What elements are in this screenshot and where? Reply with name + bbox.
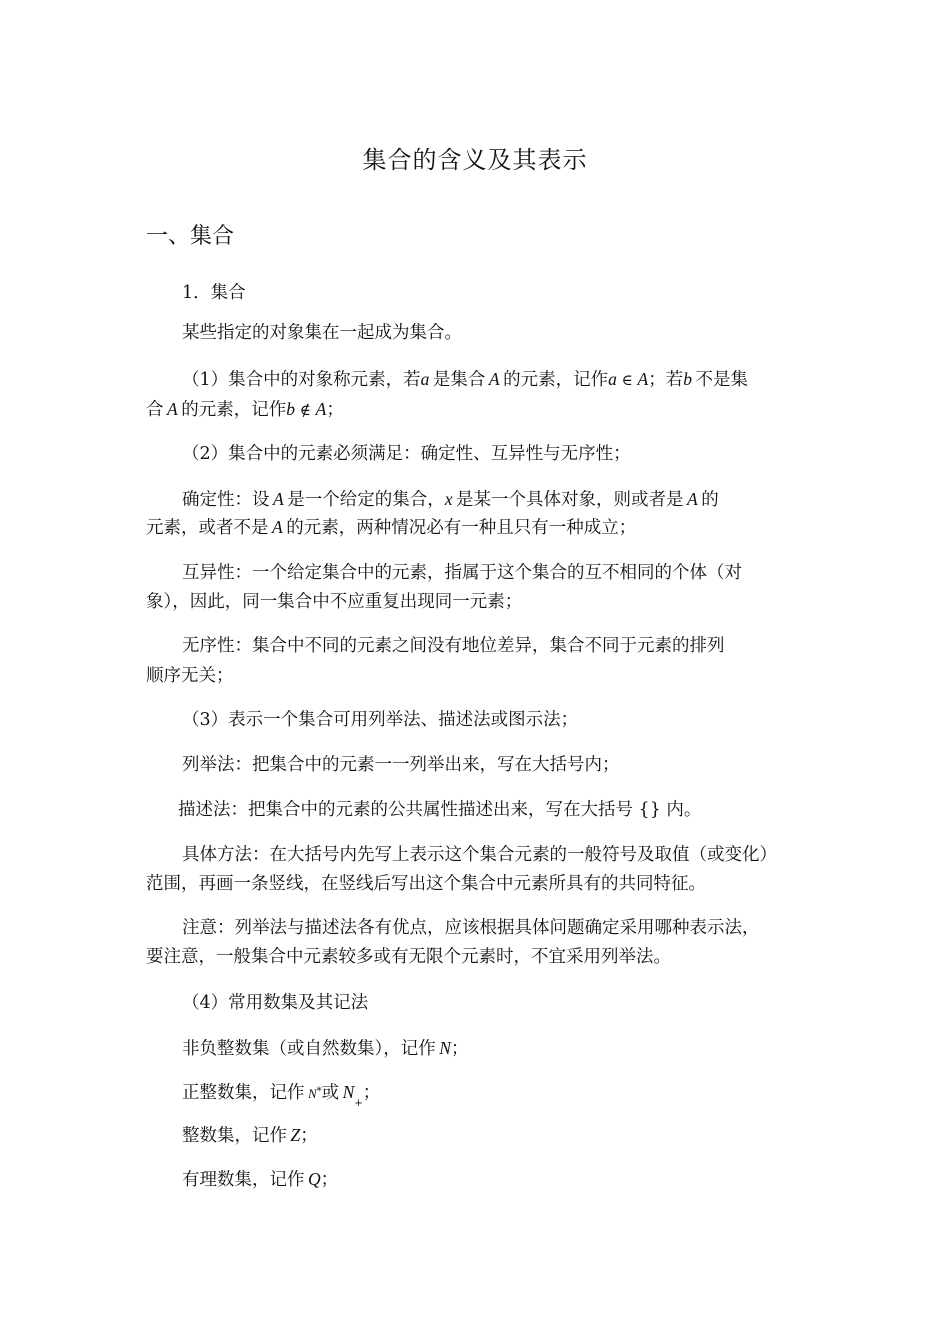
determinacy-line-1: 确定性：设 A 是一个给定的集合，x 是某一个具体对象，则或者是 A 的	[182, 489, 719, 510]
natural-numbers-line: 非负整数集（或自然数集），记作 N；	[182, 1038, 469, 1059]
positive-integers-line: 正整数集，记作 N*或 $N_+$；	[182, 1082, 381, 1109]
note-line-2: 要注意，一般集合中元素较多或有无限个元素时，不宜采用列举法。	[146, 947, 671, 967]
paragraph-3: （3）表示一个集合可用列举法、描述法或图示法；	[182, 710, 579, 730]
unordered-line-1: 无序性：集合中不同的元素之间没有地位差异，集合不同于元素的排列	[182, 636, 725, 656]
distinctness-line-2: 象），因此，同一集合中不应重复出现同一元素；	[146, 592, 523, 612]
subsection-heading: 1．集合	[182, 283, 246, 303]
paragraph-1-line-2: 合 A 的元素，记作b ∉ A；	[146, 399, 344, 420]
distinctness-line-1: 互异性：一个给定集合中的元素，指属于这个集合的互不相同的个体（对	[182, 563, 742, 583]
paragraph-4: （4）常用数集及其记法	[182, 993, 369, 1013]
listing-method: 列举法：把集合中的元素一一列举出来，写在大括号内；	[182, 755, 620, 775]
definition-paragraph: 某些指定的对象集在一起成为集合。	[182, 323, 462, 343]
note-line-1: 注意：列举法与描述法各有优点，应该根据具体问题确定采用哪种表示法，	[182, 918, 760, 938]
method-line-2: 范围，再画一条竖线，在竖线后写出这个集合中元素所具有的共同特征。	[146, 874, 706, 894]
integers-line: 整数集，记作 Z；	[182, 1125, 318, 1146]
unordered-line-2: 顺序无关；	[146, 666, 234, 686]
method-line-1: 具体方法：在大括号内先写上表示这个集合元素的一般符号及取值（或变化）	[182, 845, 777, 865]
section-heading: 一、集合	[146, 224, 235, 249]
determinacy-line-2: 元素，或者不是 A 的元素，两种情况必有一种且只有一种成立；	[146, 517, 637, 538]
page-title: 集合的含义及其表示	[362, 146, 588, 174]
paragraph-1-line-1: （1）集合中的对象称元素，若a 是集合 A 的元素，记作a ∈ A；若b 不是集	[182, 369, 748, 390]
paragraph-2: （2）集合中的元素必须满足：确定性、互异性与无序性；	[182, 444, 631, 464]
description-method: 描述法：把集合中的元素的公共属性描述出来，写在大括号 {} 内。	[178, 800, 702, 820]
rationals-line: 有理数集，记作 Q；	[182, 1169, 339, 1190]
